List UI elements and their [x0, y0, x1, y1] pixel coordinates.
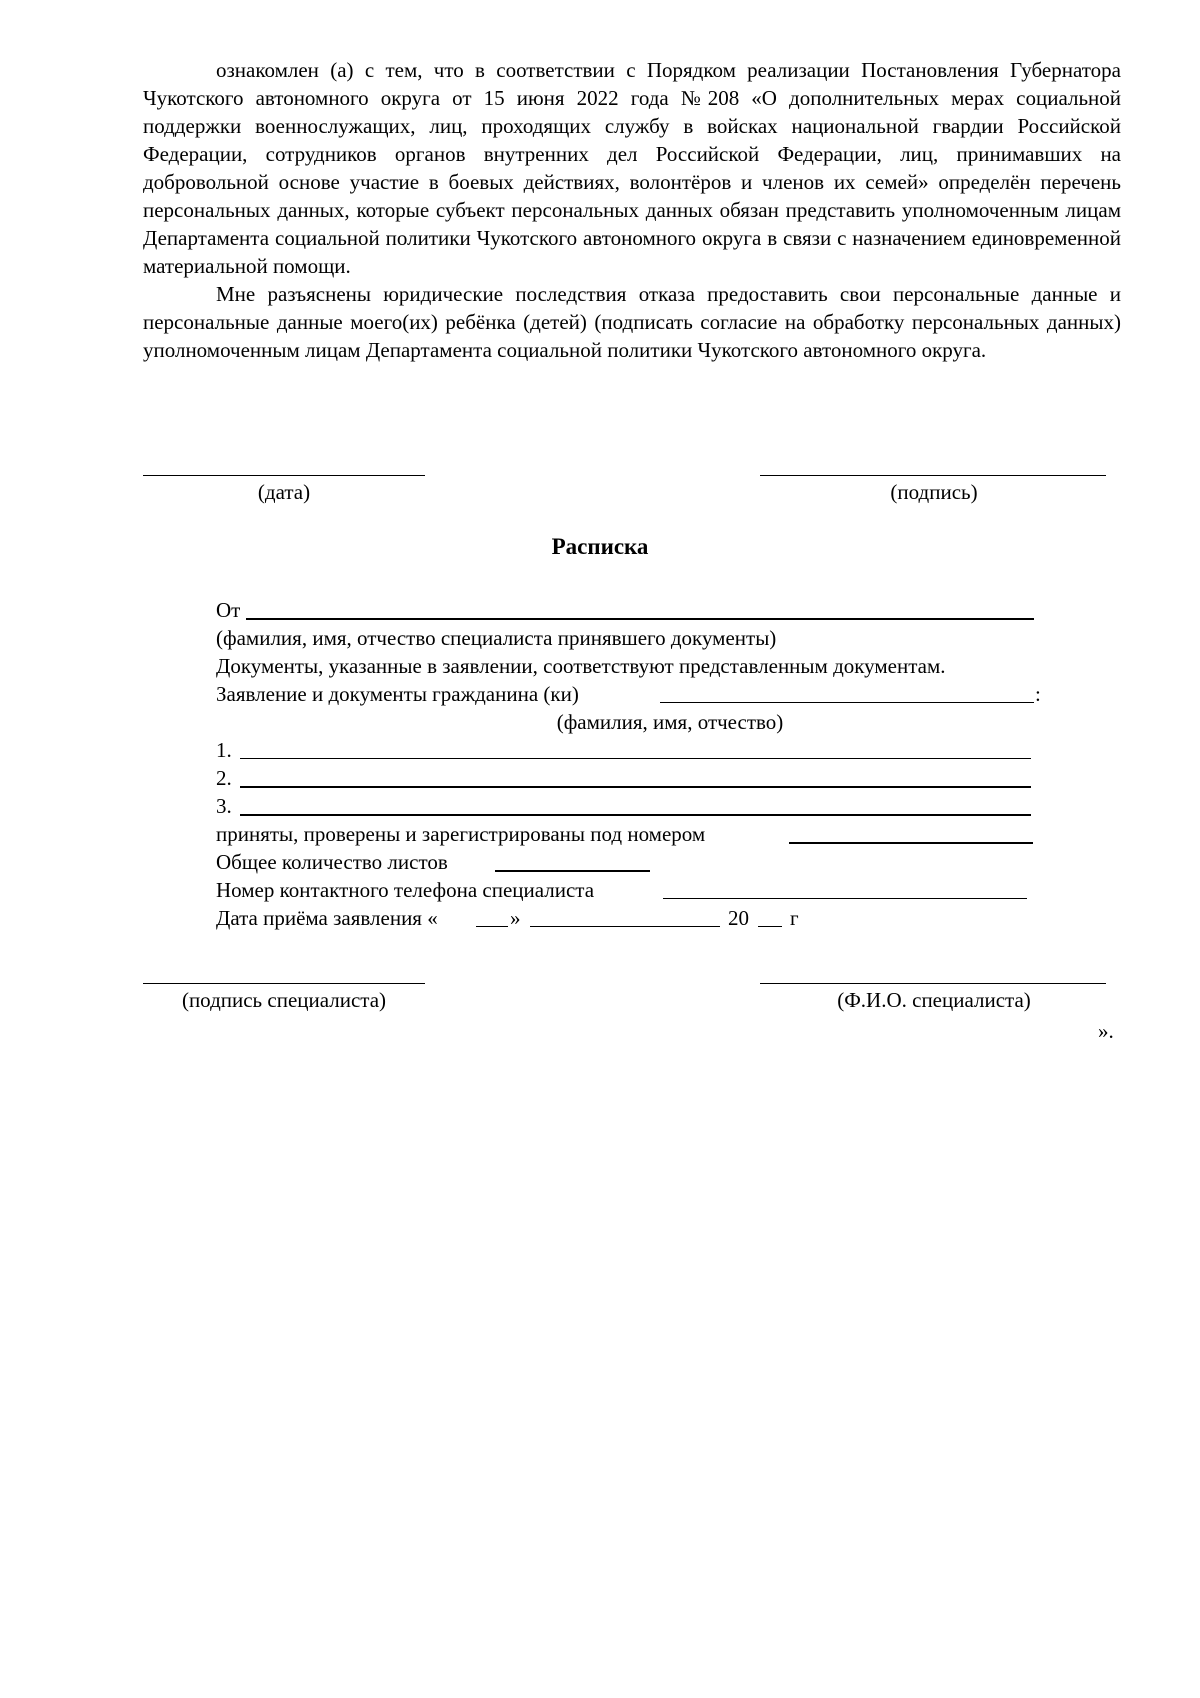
date-caption: (дата)	[257, 480, 311, 504]
document-item-2-label: 2.	[216, 766, 232, 790]
applicant-blank	[660, 702, 1034, 703]
document-item-1-blank	[240, 758, 1031, 759]
specialist-signature-caption: (подпись специалиста)	[181, 988, 387, 1012]
paragraph-consequences: Мне разъяснены юридические последствия отказа предоставить свои персональные данные и персональные данные моего(их) ребёнка (детей) (подписать согласие на обработку персональных данных) уполномоченным лицам Департамента социальной политики Чукотского автономного округа.	[143, 282, 1121, 362]
registered-label: приняты, проверены и зарегистрированы под номером	[216, 822, 706, 846]
from-blank	[246, 618, 1034, 620]
date-received-label: Дата приёма заявления «	[216, 906, 438, 930]
signature-line	[760, 475, 1106, 476]
specialist-signature-line	[143, 983, 425, 984]
document-item-3-label: 3.	[216, 794, 232, 818]
document-item-1-label: 1.	[216, 738, 232, 762]
day-blank	[476, 926, 508, 927]
month-blank	[530, 926, 720, 927]
docs-match-text: Документы, указанные в заявлении, соответствуют представленным документам.	[216, 654, 946, 678]
registration-number-blank	[789, 842, 1033, 844]
sheets-count-blank	[495, 870, 650, 872]
paragraph-acknowledgement: ознакомлен (а) с тем, что в соответствии с Порядком реализации Постановления Губернатора Чукотского автономного округа от 15 июня 2022 года №208 «О дополнительных мерах социальной поддержки военнослужащих, лиц, проходящих службу в войсках национальной гвардии Российской Федерации, сотрудников органов внутренних дел Российской Федерации, лиц, принимавших на добровольной основе участие в боевых действиях, волонтёров и членов их семей» определён перечень персональных данных, которые субъект персональных данных обязан представить уполномоченным лицам Департамента социальной политики Чукотского автономного округа в связи с назначением единовременной материальной помощи.	[143, 58, 1121, 278]
year-prefix: 20	[728, 906, 749, 930]
sheets-label: Общее количество листов	[216, 850, 448, 874]
specialist-name-line	[760, 983, 1106, 984]
date-close-quote: »	[510, 906, 521, 930]
year-blank	[758, 926, 782, 927]
receipt-title: Расписка	[551, 534, 649, 559]
from-caption: (фамилия, имя, отчество специалиста принявшего документы)	[216, 626, 777, 650]
document-item-2-blank	[240, 786, 1031, 788]
applicant-label: Заявление и документы гражданина (ки)	[216, 682, 579, 706]
phone-label: Номер контактного телефона специалиста	[216, 878, 595, 902]
applicant-colon: :	[1035, 682, 1041, 706]
applicant-caption: (фамилия, имя, отчество)	[556, 710, 784, 734]
document-item-3-blank	[240, 814, 1031, 816]
closing-quote: ».	[1098, 1019, 1114, 1043]
consent-text	[143, 56, 1121, 364]
from-label: От	[216, 598, 241, 622]
year-suffix: г	[790, 906, 799, 930]
date-line	[143, 475, 425, 476]
phone-blank	[663, 898, 1027, 899]
specialist-name-caption: (Ф.И.О. специалиста)	[837, 988, 1031, 1012]
signature-caption: (подпись)	[890, 480, 978, 504]
